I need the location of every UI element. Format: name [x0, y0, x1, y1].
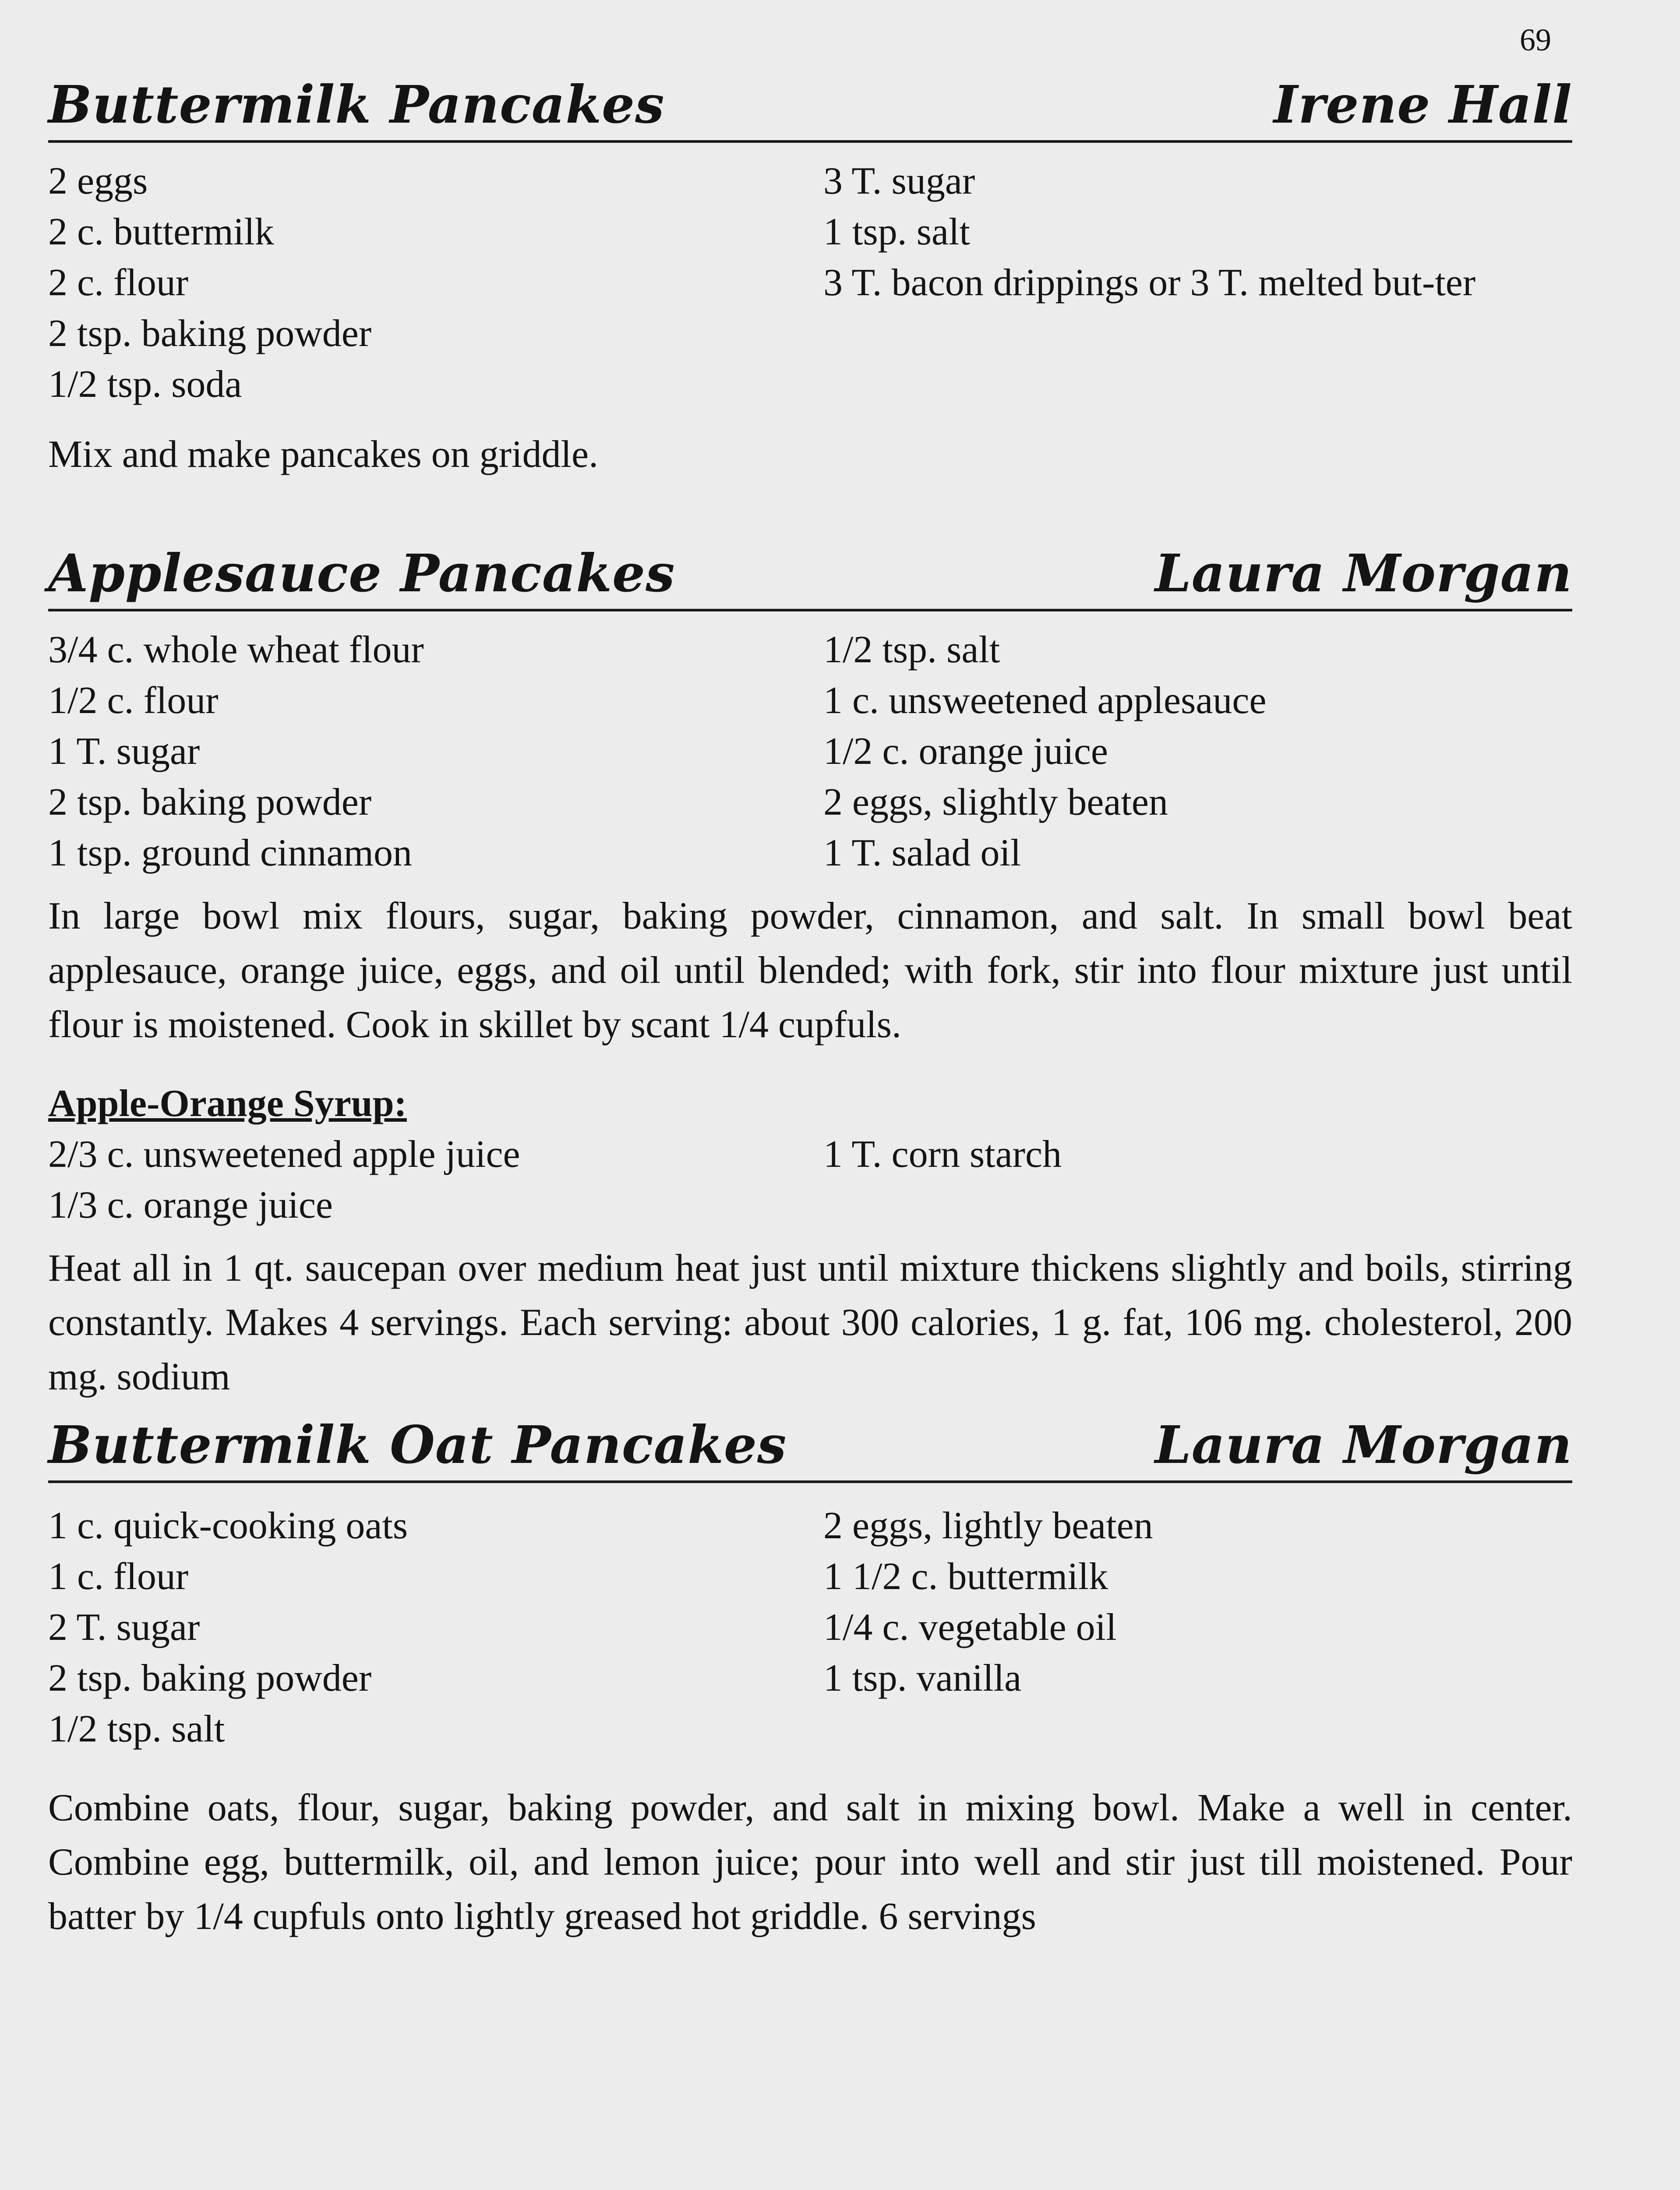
ingredient: 2/3 c. unsweetened apple juice — [48, 1133, 520, 1176]
recipe-buttermilk-pancakes — [48, 74, 1572, 482]
ingredients-right-column — [823, 1501, 1572, 1755]
ingredient: 3 T. bacon drippings or 3 T. melted but-ter — [823, 261, 1476, 304]
ingredients-left-column — [48, 156, 823, 410]
ingredient: 1/3 c. orange juice — [48, 1184, 333, 1226]
recipe-applesauce-pancakes — [48, 543, 1572, 1404]
ingredient: 3 T. sugar — [823, 160, 975, 202]
ingredient: 1 c. unsweetened applesauce — [823, 679, 1267, 722]
ingredients-right-column — [823, 156, 1572, 410]
ingredient: 1 T. salad oil — [823, 832, 1021, 874]
ingredients-left-column — [48, 625, 823, 879]
recipe-header — [48, 543, 1572, 611]
ingredient: 1/2 c. flour — [48, 679, 219, 722]
page-number: 69 — [1520, 22, 1551, 57]
recipe-directions: Combine oats, flour, sugar, baking powder, and salt in mixing bowl. Make a well in center. Combine egg, buttermilk, oil, and lemon juice; pour into well and stir just till moistened. Pour batter by 1/4 cupfuls onto lightly greased hot griddle. 6 servings — [48, 1787, 1572, 1938]
ingredient: 2 tsp. baking powder — [48, 781, 372, 823]
ingredient: 1 T. corn starch — [823, 1133, 1062, 1176]
ingredient: 1 T. sugar — [48, 730, 200, 773]
ingredient: 1/2 tsp. salt — [48, 1708, 225, 1750]
ingredients — [48, 156, 1572, 410]
sub-recipe-title: Apple-Orange Syrup: — [48, 1082, 407, 1125]
ingredient: 1/4 c. vegetable oil — [823, 1606, 1117, 1649]
ingredient: 1 tsp. vanilla — [823, 1657, 1022, 1699]
sub-recipe — [48, 1078, 1572, 1404]
ingredient: 1 tsp. salt — [823, 211, 970, 253]
ingredients — [48, 625, 1572, 879]
recipe-title: Applesauce Pancakes — [48, 543, 675, 604]
ingredient: 1 1/2 c. buttermilk — [823, 1555, 1108, 1598]
sub-recipe-directions: Heat all in 1 qt. saucepan over medium heat just until mixture thickens slightly and boils, stirring constantly. Makes 4 servings. Each serving: about 300 calories, 1 g. fat, 106 mg. cholesterol, 200 mg. sodium — [48, 1247, 1572, 1398]
ingredient: 1/2 tsp. salt — [823, 629, 1000, 671]
sub-recipe-ingredients — [48, 1129, 1572, 1231]
recipe-buttermilk-oat-pancakes — [48, 1415, 1572, 1944]
ingredient: 3/4 c. whole wheat flour — [48, 629, 424, 671]
ingredients-right-column — [823, 625, 1572, 879]
recipe-title: Buttermilk Oat Pancakes — [48, 1414, 787, 1475]
recipe-author: Irene Hall — [1274, 74, 1572, 135]
ingredient: 2 eggs, lightly beaten — [823, 1505, 1153, 1547]
ingredients-right-column — [823, 1129, 1572, 1231]
ingredient: 2 tsp. baking powder — [48, 1657, 372, 1699]
ingredients-left-column — [48, 1501, 823, 1755]
ingredient: 2 eggs — [48, 160, 148, 202]
recipe-header — [48, 1415, 1572, 1483]
ingredient: 2 T. sugar — [48, 1606, 200, 1649]
recipe-author: Laura Morgan — [1154, 543, 1572, 604]
recipe-header — [48, 74, 1572, 143]
ingredient: 2 c. buttermilk — [48, 211, 274, 253]
recipe-directions: Mix and make pancakes on griddle. — [48, 433, 599, 476]
ingredients — [48, 1501, 1572, 1755]
ingredients-left-column — [48, 1129, 823, 1231]
ingredient: 2 eggs, slightly beaten — [823, 781, 1168, 823]
recipe-author: Laura Morgan — [1154, 1414, 1572, 1475]
ingredient: 1/2 c. orange juice — [823, 730, 1108, 773]
recipe-title: Buttermilk Pancakes — [48, 74, 665, 135]
ingredient: 2 tsp. baking powder — [48, 312, 372, 355]
ingredient: 1 tsp. ground cinnamon — [48, 832, 413, 874]
ingredient: 2 c. flour — [48, 261, 189, 304]
recipe-directions: In large bowl mix flours, sugar, baking powder, cinnamon, and salt. In small bowl beat applesauce, orange juice, eggs, and oil until blended; with fork, stir into flour mixture just until flour is moistened. Cook in skillet by scant 1/4 cupfuls. — [48, 895, 1572, 1046]
ingredient: 1/2 tsp. soda — [48, 363, 242, 406]
ingredient: 1 c. flour — [48, 1555, 189, 1598]
ingredient: 1 c. quick-cooking oats — [48, 1505, 408, 1547]
